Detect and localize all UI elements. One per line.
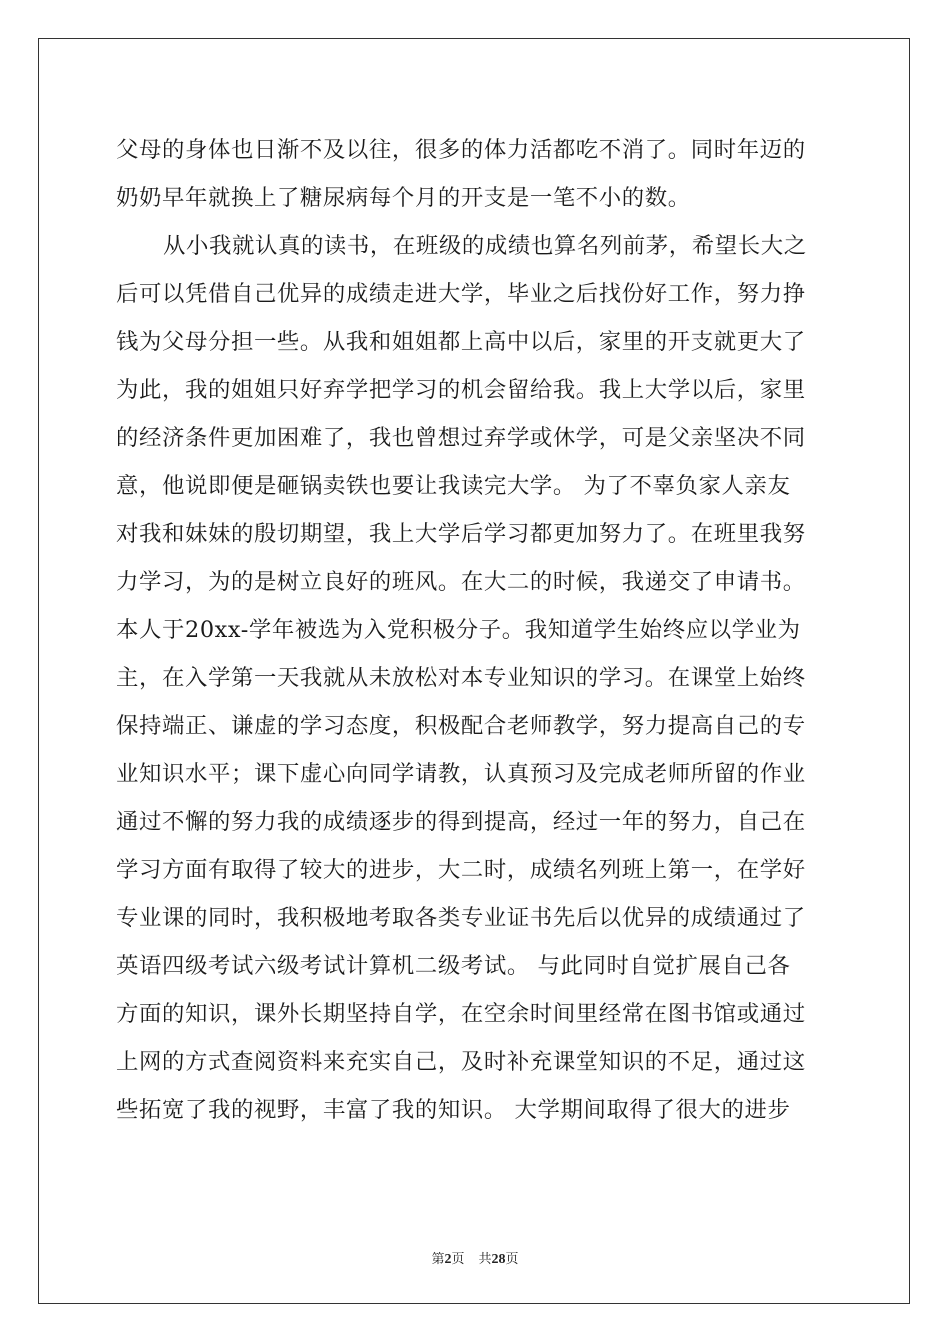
text-line: 些拓宽了我的视野，丰富了我的知识。 大学期间取得了很大的进步 xyxy=(116,1097,791,1123)
total-prefix: 共 xyxy=(478,1252,492,1267)
page-footer xyxy=(0,1248,950,1268)
page-number xyxy=(431,1252,464,1267)
text-line: 的经济条件更加困难了，我也曾想过弃学或休学，可是父亲坚决不同 xyxy=(116,425,806,451)
page-total xyxy=(479,1252,519,1267)
page-current: 2 xyxy=(444,1252,452,1267)
text-line: 为此，我的姐姐只好弃学把学习的机会留给我。我上大学以后，家里 xyxy=(116,377,806,403)
text-line: 后可以凭借自己优异的成绩走进大学，毕业之后找份好工作，努力挣 xyxy=(116,281,806,307)
text-line: 奶奶早年就换上了糖尿病每个月的开支是一笔不小的数。 xyxy=(116,185,691,211)
text-line: 通过不懈的努力我的成绩逐步的得到提高，经过一年的努力，自己在 xyxy=(116,809,806,835)
text-line: 主，在入学第一天我就从未放松对本专业知识的学习。在课堂上始终 xyxy=(116,665,806,691)
text-line: 方面的知识，课外长期坚持自学，在空余时间里经常在图书馆或通过 xyxy=(116,1001,806,1027)
text-line: 对我和妹妹的殷切期望，我上大学后学习都更加努力了。在班里我努 xyxy=(116,521,806,547)
text-line: 英语四级考试六级考试计算机二级考试。 与此同时自觉扩展自己各 xyxy=(116,953,791,979)
page-unit: 页 xyxy=(451,1252,465,1267)
text-line: 钱为父母分担一些。从我和姐姐都上高中以后，家里的开支就更大了 xyxy=(116,329,806,355)
text-line: 力学习，为的是树立良好的班风。在大二的时候，我递交了申请书。 xyxy=(116,569,806,595)
text-line: 上网的方式查阅资料来充实自己，及时补充课堂知识的不足，通过这 xyxy=(116,1049,806,1075)
text-line: 从小我就认真的读书，在班级的成绩也算名列前茅，希望长大之 xyxy=(163,233,807,259)
page-total-count: 28 xyxy=(491,1252,506,1267)
text-line: 专业课的同时，我积极地考取各类专业证书先后以优异的成绩通过了 xyxy=(116,905,806,931)
text-line: 业知识水平；课下虚心向同学请教，认真预习及完成老师所留的作业 xyxy=(116,761,806,787)
text-line: 父母的身体也日渐不及以往，很多的体力活都吃不消了。同时年迈的 xyxy=(116,137,806,163)
text-line: 意，他说即便是砸锅卖铁也要让我读完大学。 为了不辜负家人亲友 xyxy=(116,473,791,499)
text-line: 本人于20xx-学年被选为入党积极分子。我知道学生始终应以学业为 xyxy=(116,617,801,643)
text-line: 学习方面有取得了较大的进步，大二时，成绩名列班上第一，在学好 xyxy=(116,857,806,883)
total-unit: 页 xyxy=(505,1252,519,1267)
document-body xyxy=(116,126,834,1134)
text-line: 保持端正、谦虚的学习态度，积极配合老师教学，努力提高自己的专 xyxy=(116,713,806,739)
page-prefix: 第 xyxy=(431,1252,445,1267)
